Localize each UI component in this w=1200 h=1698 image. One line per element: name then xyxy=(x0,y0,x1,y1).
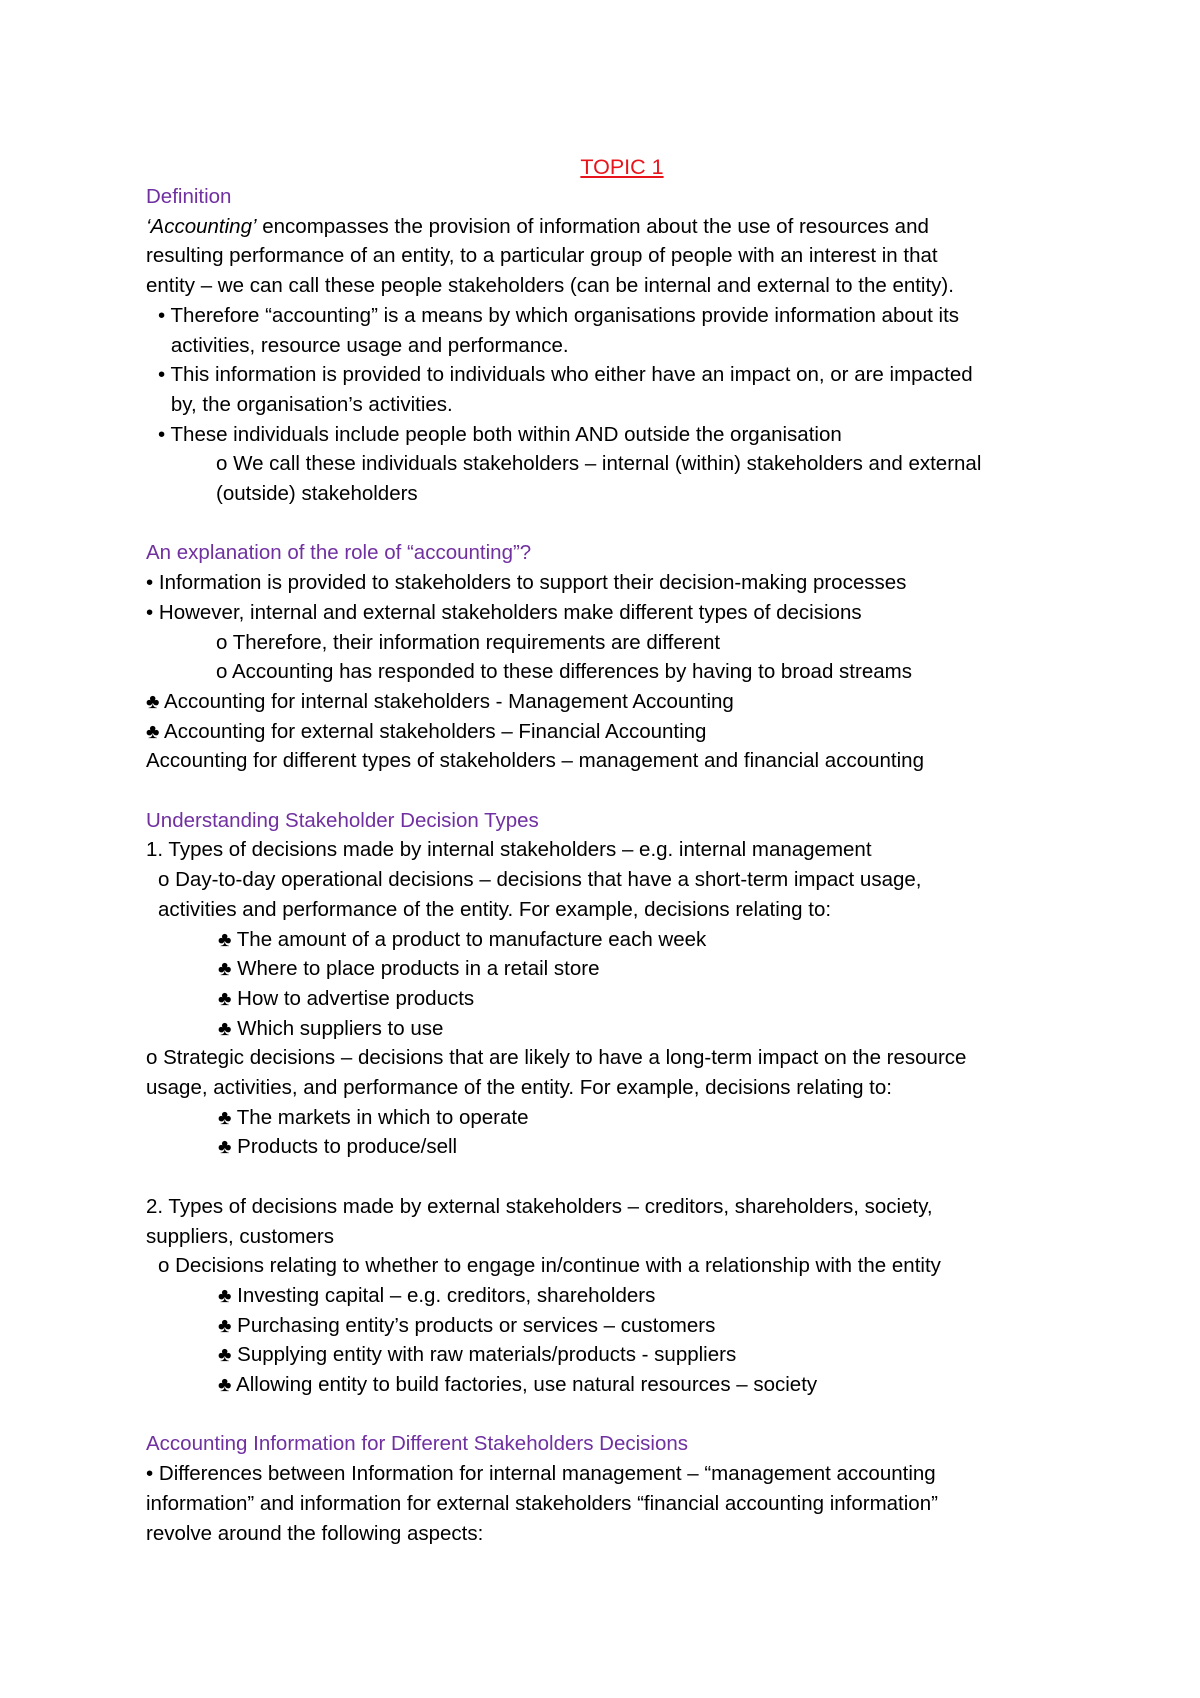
bullet-item: • Information is provided to stakeholders to support their decision-making processes xyxy=(146,568,1086,598)
sub-bullet-item: o Accounting has responded to these differences by having to broad streams xyxy=(146,657,1086,687)
spacer xyxy=(146,1400,1086,1430)
accounting-term: ‘Accounting’ xyxy=(146,214,257,238)
club-item: ♣ Products to produce/sell xyxy=(146,1132,1086,1162)
sub-bullet-continuation: usage, activities, and performance of the entity. For example, decisions relating to: xyxy=(146,1076,892,1100)
club-item: ♣ Purchasing entity’s products or services – customers xyxy=(146,1311,1086,1341)
numbered-item-continuation: suppliers, customers xyxy=(146,1224,334,1248)
bullet-item: • However, internal and external stakeholders make different types of decisions xyxy=(146,598,1086,628)
club-item: ♣ Accounting for internal stakeholders - Management Accounting xyxy=(146,687,1086,717)
definition-paragraph-line: ‘Accounting’ encompasses the provision of information about the use of resources and xyxy=(146,214,929,238)
bullet-continuation: revolve around the following aspects: xyxy=(146,1521,484,1545)
club-icon: ♣ xyxy=(218,1373,232,1397)
bullet-item: • This information is provided to individuals who either have an impact on, or are impacted xyxy=(146,360,1086,390)
spacer xyxy=(146,509,1086,539)
club-icon: ♣ xyxy=(218,1283,232,1307)
club-icon: ♣ xyxy=(218,1016,232,1040)
heading-accounting-information: Accounting Information for Different Stakeholders Decisions xyxy=(146,1432,689,1456)
bullet-icon: • xyxy=(158,422,166,446)
sub-bullet-continuation: (outside) stakeholders xyxy=(216,482,418,506)
club-item: ♣ Where to place products in a retail store xyxy=(146,954,1086,984)
sub-bullet-item: o We call these individuals stakeholders – internal (within) stakeholders and external xyxy=(146,449,1086,479)
bullet-icon: • xyxy=(146,600,154,624)
document-body xyxy=(146,152,1086,1548)
heading-definition: Definition xyxy=(146,185,232,208)
spacer xyxy=(146,1162,1086,1192)
numbered-item: 1. Types of decisions made by internal stakeholders – e.g. internal management xyxy=(146,838,872,862)
definition-paragraph-line: resulting performance of an entity, to a particular group of people with an interest in that xyxy=(146,244,938,268)
sub-bullet-item: o Day-to-day operational decisions – decisions that have a short-term impact usage, xyxy=(146,865,1086,895)
page-title: TOPIC 1 xyxy=(580,155,664,179)
club-icon: ♣ xyxy=(146,719,160,743)
sub-bullet-icon: o xyxy=(158,1254,170,1278)
bullet-item: • Therefore “accounting” is a means by which organisations provide information about its xyxy=(146,301,1086,331)
club-item: ♣ How to advertise products xyxy=(146,984,1086,1014)
bullet-item: • Differences between Information for internal management – “management accounting xyxy=(146,1459,1086,1489)
paragraph-line: Accounting for different types of stakeholders – management and financial accounting xyxy=(146,749,924,773)
club-icon: ♣ xyxy=(146,689,160,713)
club-item: ♣ Investing capital – e.g. creditors, shareholders xyxy=(146,1281,1086,1311)
club-item: ♣ Allowing entity to build factories, use natural resources – society xyxy=(146,1370,1086,1400)
club-item: ♣ The amount of a product to manufacture each week xyxy=(146,925,1086,955)
bullet-item: • These individuals include people both within AND outside the organisation xyxy=(146,420,1086,450)
club-icon: ♣ xyxy=(218,1343,232,1367)
bullet-icon: • xyxy=(158,303,166,327)
sub-bullet-icon: o xyxy=(146,1046,158,1070)
bullet-icon: • xyxy=(146,571,154,595)
sub-bullet-icon: o xyxy=(216,660,228,684)
club-icon: ♣ xyxy=(218,986,232,1010)
club-icon: ♣ xyxy=(218,927,232,951)
bullet-icon: • xyxy=(158,363,166,387)
heading-role-of-accounting: An explanation of the role of “accounting”? xyxy=(146,541,532,565)
club-icon: ♣ xyxy=(218,957,232,981)
sub-bullet-continuation: activities and performance of the entity. For example, decisions relating to: xyxy=(158,897,832,921)
sub-bullet-icon: o xyxy=(216,452,228,476)
bullet-continuation: by, the organisation’s activities. xyxy=(170,392,453,416)
club-icon: ♣ xyxy=(218,1313,232,1337)
club-icon: ♣ xyxy=(218,1105,232,1129)
club-item: ♣ The markets in which to operate xyxy=(146,1103,1086,1133)
definition-paragraph-line: entity – we can call these people stakeholders (can be internal and external to the entity). xyxy=(146,274,954,298)
club-item: ♣ Accounting for external stakeholders – Financial Accounting xyxy=(146,717,1086,747)
club-item: ♣ Which suppliers to use xyxy=(146,1014,1086,1044)
sub-bullet-icon: o xyxy=(158,868,170,892)
bullet-continuation: information” and information for external stakeholders “financial accounting information” xyxy=(146,1491,938,1515)
spacer xyxy=(146,776,1086,806)
sub-bullet-item: o Strategic decisions – decisions that are likely to have a long-term impact on the resource xyxy=(146,1043,1086,1073)
sub-bullet-item: o Therefore, their information requirements are different xyxy=(146,628,1086,658)
numbered-item: 2. Types of decisions made by external stakeholders – creditors, shareholders, society, xyxy=(146,1194,933,1218)
club-icon: ♣ xyxy=(218,1135,232,1159)
bullet-icon: • xyxy=(146,1462,154,1486)
sub-bullet-item: o Decisions relating to whether to engage in/continue with a relationship with the entity xyxy=(146,1251,1086,1281)
club-item: ♣ Supplying entity with raw materials/products - suppliers xyxy=(146,1340,1086,1370)
sub-bullet-icon: o xyxy=(216,630,228,654)
heading-decision-types: Understanding Stakeholder Decision Types xyxy=(146,808,539,832)
bullet-continuation: activities, resource usage and performance. xyxy=(170,333,569,357)
